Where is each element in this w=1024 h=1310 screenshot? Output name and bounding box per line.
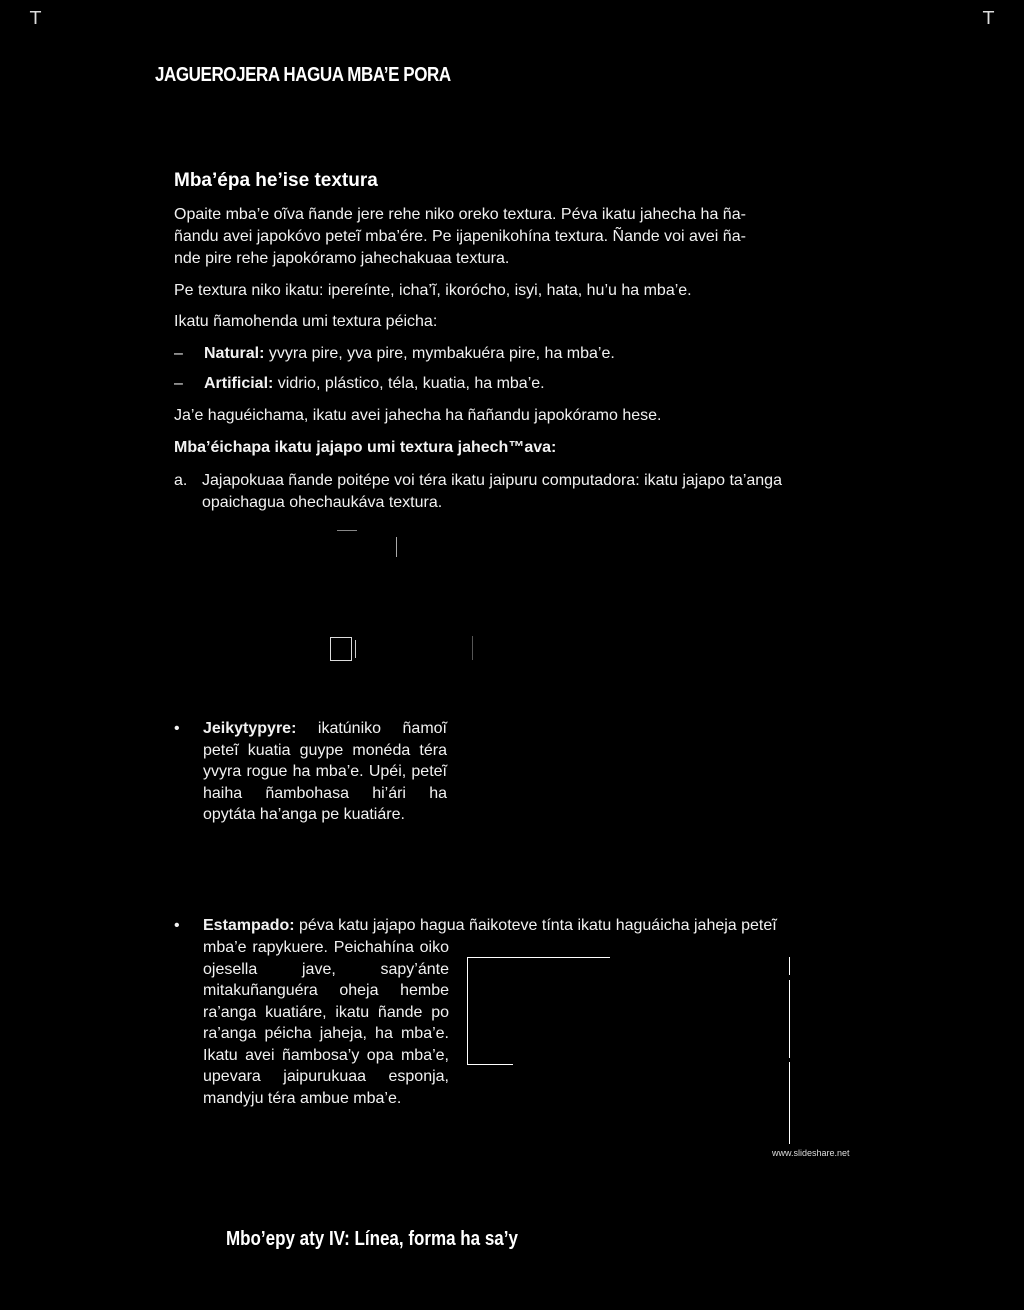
image-frame-right-3 [789, 1062, 790, 1144]
list-line-1: Jajapokuaa ñande poitépe voi téra ikatu jaipuru computadora: ikatu jajapo ta’anga [202, 472, 782, 489]
dash-term: Artificial: [204, 375, 274, 392]
bullet-jeikytypyre: • [174, 720, 180, 737]
estampado-first-line [203, 915, 777, 937]
jeikytypyre-text: ikatúniko ñamoĩ peteĩ kuatia guype monéda téra yvyra rogue ha mba’e. Upéi, peteĩ haiha ñambohasa hi’ári ha opytáta ha’anga pe kuatiáre. [203, 720, 447, 823]
image-frame-bottom [467, 1064, 513, 1065]
intro-line-1: Opaite mba’e oĩva ñande jere rehe niko oreko textura. Péva ikatu jahecha ha ña- [174, 206, 746, 223]
texture-types-paragraph: Pe textura niko ikatu: ipereínte, icha’ĩ, ikorócho, isyi, hata, hu’u ha mba’e. [174, 282, 692, 299]
estampado-line1: péva katu jajapo hagua ñaikoteve tínta ikatu haguáicha jaheja peteĩ [294, 917, 777, 934]
bullet-estampado: • [174, 917, 180, 934]
list-item-a [174, 470, 846, 514]
image-fragment [472, 636, 473, 660]
subheading: Mba’éichapa ikatu jajapo umi textura jahech™ava: [174, 439, 557, 456]
classification-intro: Ikatu ñamohenda umi textura péicha: [174, 313, 438, 330]
dash-marker: – [174, 375, 183, 392]
jeikytypyre-paragraph [203, 718, 447, 826]
estampado-term: Estampado: [203, 917, 295, 934]
dash-marker: – [174, 345, 183, 362]
dash-item-artificial [174, 373, 545, 395]
image-fragment-box [330, 637, 352, 661]
image-frame-right-2 [789, 980, 790, 1058]
jeikytypyre-term: Jeikytypyre: [203, 720, 297, 737]
intro-line-3: nde pire rehe japokóramo jahechakuaa textura. [174, 250, 510, 267]
dash-text: vidrio, plástico, téla, kuatia, ha mba’e. [273, 375, 545, 392]
intro-paragraph [174, 204, 846, 270]
page-header: JAGUEROJERA HAGUA MBA’E PORA [155, 64, 451, 86]
dash-term: Natural: [204, 345, 265, 362]
image-frame-right-1 [789, 957, 790, 975]
touch-paragraph: Ja’e haguéichama, ikatu avei jahecha ha ñañandu japokóramo hese. [174, 407, 662, 424]
image-frame-top [467, 957, 610, 958]
image-fragment [355, 640, 356, 658]
page-footer: Mbo’epy aty IV: Línea, forma ha sa’y [226, 1228, 518, 1250]
section-title: Mba’épa he’ise textura [174, 170, 378, 191]
image-fragment [337, 530, 357, 531]
image-frame-left [467, 957, 468, 1065]
intro-line-2: ñandu avei japokóvo peteĩ mba’ére. Pe ijapenikohína textura. Ñande voi avei ña- [174, 228, 746, 245]
estampado-rest: mba’e rapykuere. Peichahína oiko ojesella jave, sapy’ánte mitakuñanguéra oheja hembe ra’anga kuatiáre, ikatu ñande po ra’anga péicha jaheja, ha mba’e. Ikatu avei ñambosa’y opa mba’e, upevara jaipurukuaa esponja, mandyju téra ambue mba’e. [203, 939, 449, 1107]
image-fragment [396, 537, 397, 557]
dash-item-natural [174, 343, 615, 365]
corner-mark-left: T [30, 8, 41, 29]
dash-text: yvyra pire, yva pire, mymbakuéra pire, ha mba’e. [264, 345, 615, 362]
list-line-2: opaichagua ohechaukáva textura. [202, 494, 443, 511]
list-label: a. [174, 472, 188, 489]
corner-mark-right: T [983, 8, 994, 29]
image-credit: www.slideshare.net [772, 1148, 850, 1158]
